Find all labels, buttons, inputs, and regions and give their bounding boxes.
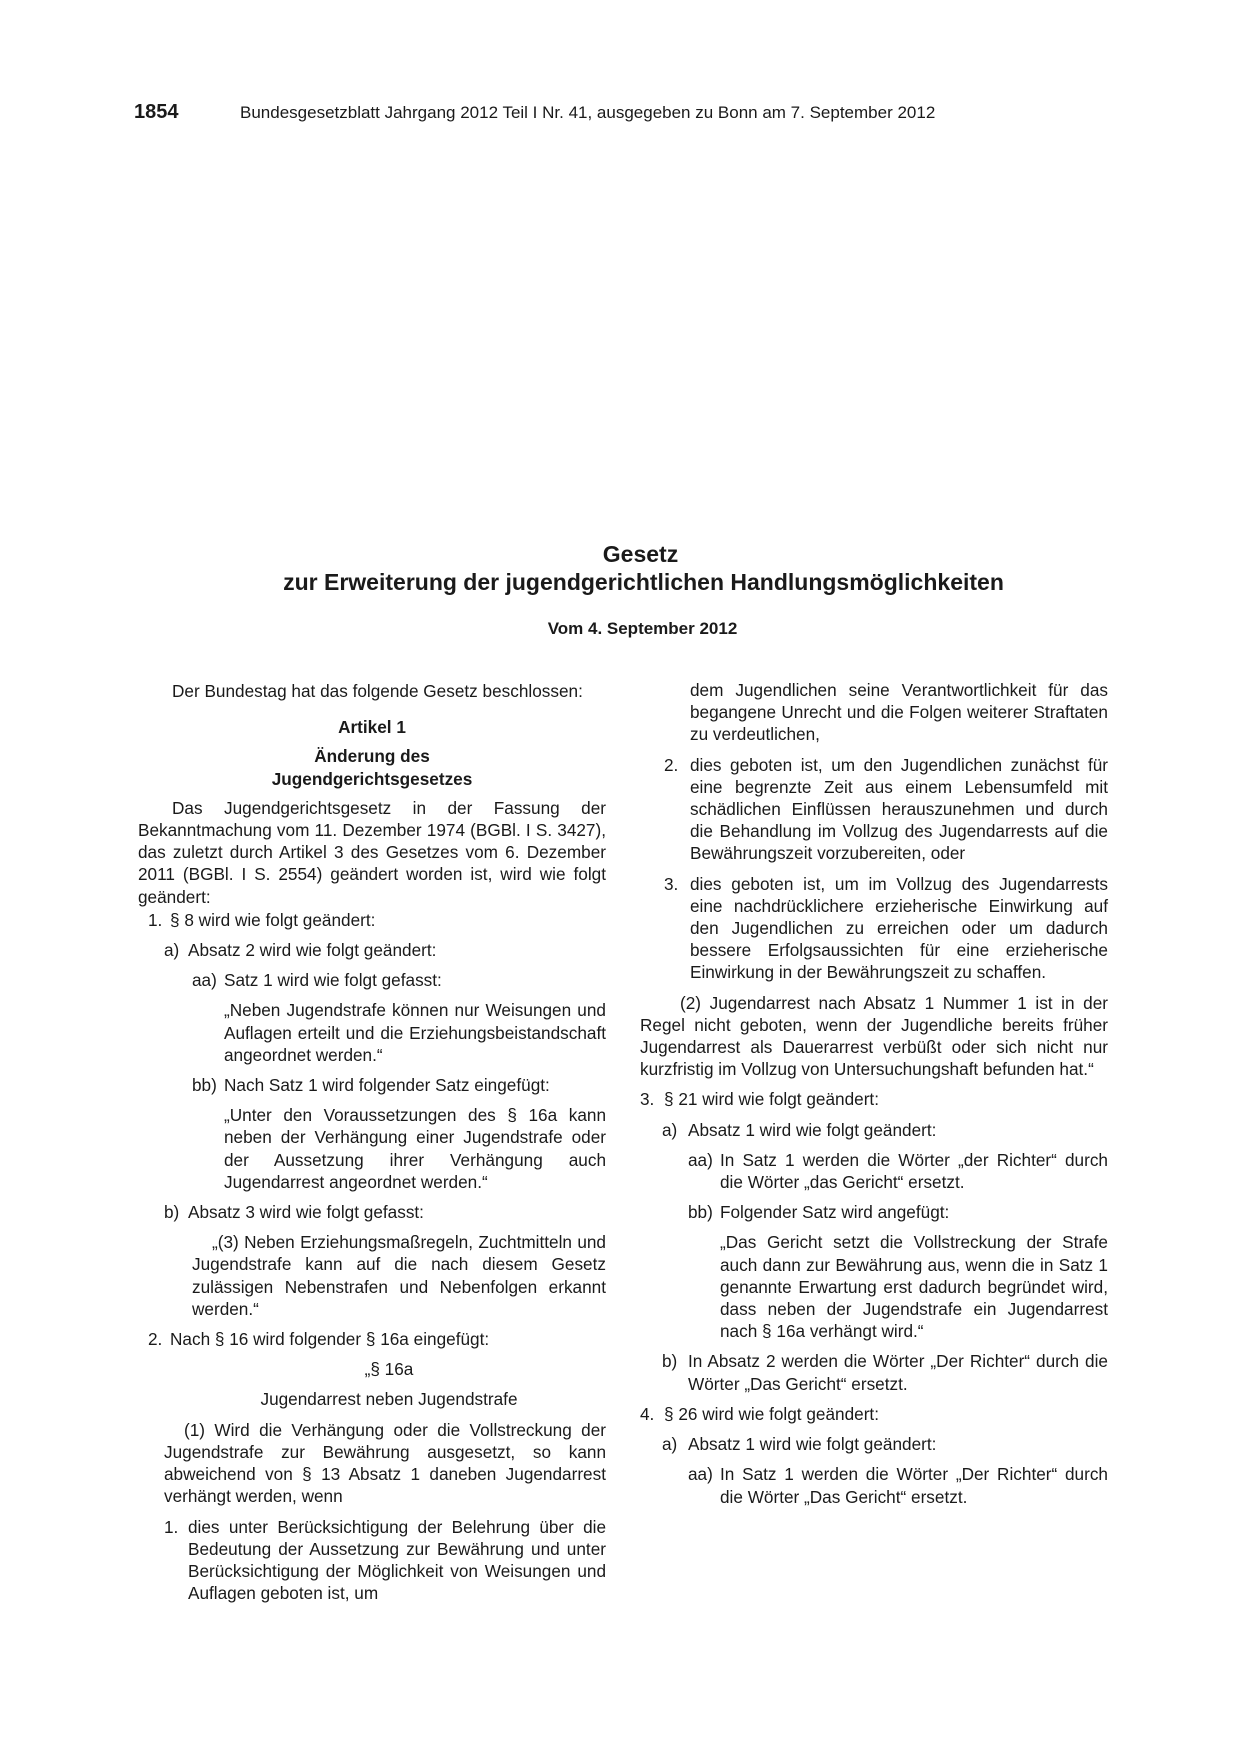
- list-item: [640, 1403, 1108, 1425]
- item-marker: aa): [688, 1464, 713, 1485]
- amendment-preamble: Das Jugendgerichtsgesetz in der Fassung der Bekanntmachung vom 11. Dezember 1974 (BGBl. I S. 3427), das zuletzt durch Artikel 3 des Gesetzes vom 6. Dezember 2011 (BGBl. I S. 2554) geändert worden ist, wird wie folgt geändert:: [138, 797, 606, 907]
- quoted-text: „(3) Neben Erziehungsmaßregeln, Zuchtmitteln und Jugendstrafe kann auf die nach diesem Gesetz zulässigen Nebenstrafen und Nebenfolgen erkannt werden.“: [192, 1232, 606, 1319]
- enactment-clause: Der Bundestag hat das folgende Gesetz beschlossen:: [172, 681, 583, 701]
- item-marker: aa): [192, 970, 217, 991]
- list-item: [138, 1516, 606, 1605]
- list-item: [138, 1074, 606, 1096]
- list-item: [640, 1119, 1108, 1141]
- item-marker: a): [662, 1119, 678, 1140]
- list-item: [640, 754, 1108, 865]
- item-marker: a): [164, 940, 180, 961]
- item-marker: 1.: [148, 909, 163, 930]
- quoted-text: „Das Gericht setzt die Vollstreckung der Strafe auch dann zur Bewährung aus, wenn die in Satz 1 genannte Erwartung erst dadurch begründet wird, dass neben der Jugendstrafe ein Jugendarrest nach § 16a verhängt wird.“: [720, 1232, 1108, 1342]
- item-marker: 2.: [148, 1329, 163, 1350]
- item-text: § 26 wird wie folgt geändert:: [664, 1403, 879, 1424]
- list-item: [640, 1433, 1108, 1455]
- item-text: dies geboten ist, um im Vollzug des Jugendarrests eine nachdrücklichere erzieherische Einwirkung auf den Jugendlichen zu erreichen oder um dadurch bessere Erfolgsaussichten für eine erzieherische Einwirkung in der Bewährungszeit zu schaffen.: [690, 873, 1108, 983]
- list-item: [640, 1149, 1108, 1193]
- item-marker: aa): [688, 1149, 713, 1170]
- item-text: dies geboten ist, um den Jugendlichen zunächst für eine begrenzte Zeit aus einem Lebensumfeld mit schädlichen Einflüssen herauszunehmen und durch die Behandlung im Vollzug des Jugendarrests auf die Bewährungszeit vorzubereiten, oder: [690, 754, 1108, 864]
- item-text: In Satz 1 werden die Wörter „Der Richter“ durch die Wörter „Das Gericht“ ersetzt.: [720, 1464, 1108, 1507]
- law-date: Vom 4. September 2012: [547, 619, 738, 638]
- quoted-text: „Unter den Voraussetzungen des § 16a kann neben der Verhängung einer Jugendstrafe oder der Aussetzung ihrer Verhängung auch Jugendarrest angeordnet werden.“: [224, 1105, 606, 1192]
- item-text: § 8 wird wie folgt geändert:: [170, 909, 376, 930]
- page-number: 1854: [134, 101, 179, 123]
- item-marker: bb): [192, 1075, 217, 1096]
- list-item: [640, 1088, 1108, 1110]
- item-text: In Satz 1 werden die Wörter „der Richter“ durch die Wörter „das Gericht“ ersetzt.: [720, 1149, 1108, 1193]
- item-marker: 3.: [640, 1089, 655, 1110]
- list-item: [640, 873, 1108, 984]
- law-title-line-2: zur Erweiterung der jugendgerichtlichen Handlungsmöglichkeiten: [283, 569, 1004, 595]
- item-marker: a): [662, 1434, 678, 1455]
- item-text: dies unter Berücksichtigung der Belehrung über die Bedeutung der Aussetzung zur Bewährung und unter Berücksichtigung der Möglichkeit von Weisungen und Auflagen geboten ist, um: [188, 1516, 606, 1604]
- running-title: Bundesgesetzblatt Jahrgang 2012 Teil I Nr. 41, ausgegeben zu Bonn am 7. September 2012: [240, 103, 936, 122]
- list-item: [138, 969, 606, 991]
- item-marker: 4.: [640, 1403, 655, 1424]
- item-text: In Absatz 2 werden die Wörter „Der Richter“ durch die Wörter „Das Gericht“ ersetzt.: [688, 1351, 1108, 1394]
- item-marker: 3.: [664, 873, 679, 894]
- right-column: [640, 679, 1108, 1508]
- item-text: Satz 1 wird wie folgt gefasst:: [224, 970, 442, 991]
- section-number: „§ 16a: [364, 1359, 414, 1380]
- list-item: [138, 1201, 606, 1223]
- item-marker: b): [164, 1202, 180, 1223]
- item-marker: b): [662, 1351, 678, 1372]
- item-text: Nach Satz 1 wird folgender Satz eingefügt:: [224, 1075, 550, 1096]
- quoted-text: „Neben Jugendstrafe können nur Weisungen und Auflagen erteilt und die Erziehungsbeistandschaft angeordnet werden.“: [224, 1000, 606, 1065]
- law-title-block: [0, 540, 1241, 639]
- list-item: [640, 1350, 1108, 1394]
- item-text: § 21 wird wie folgt geändert:: [664, 1089, 879, 1110]
- item-text: Absatz 1 wird wie folgt geändert:: [688, 1434, 937, 1455]
- list-item: [138, 1328, 606, 1350]
- list-item: [640, 1463, 1108, 1507]
- item-marker: 2.: [664, 754, 679, 775]
- item-text: Nach § 16 wird folgender § 16a eingefügt:: [170, 1329, 490, 1350]
- item-text: Folgender Satz wird angefügt:: [720, 1202, 950, 1223]
- section-paragraph-1: (1) Wird die Verhängung oder die Vollstreckung der Jugendstrafe zur Bewährung ausgesetzt, so kann abweichend von § 13 Absatz 1 daneben Jugendarrest verhängt werden, wenn: [164, 1419, 606, 1507]
- item-text: Absatz 3 wird wie folgt gefasst:: [188, 1202, 424, 1223]
- item-text: Absatz 1 wird wie folgt geändert:: [688, 1119, 937, 1140]
- item-marker: bb): [688, 1202, 713, 1223]
- section-paragraph-2: (2) Jugendarrest nach Absatz 1 Nummer 1 ist in der Regel nicht geboten, wenn der Jugendliche bereits früher Jugendarrest als Dauerarrest verbüßt oder sich nicht nur kurzfristig im Vollzug von Untersuchungshaft befunden hat.“: [640, 992, 1108, 1080]
- article-title-line-2: Jugendgerichtsgesetzes: [271, 768, 473, 789]
- list-item: [138, 909, 606, 931]
- article-title-line-1: Änderung des: [314, 746, 430, 767]
- item-marker: 1.: [164, 1516, 179, 1537]
- item-text: Absatz 2 wird wie folgt geändert:: [188, 940, 437, 961]
- list-item: [138, 939, 606, 961]
- left-column: [138, 680, 606, 1604]
- list-item: [640, 1201, 1108, 1223]
- continued-text: dem Jugendlichen seine Verantwortlichkeit für das begangene Unrecht und die Folgen weiterer Straftaten zu verdeutlichen,: [690, 680, 1108, 745]
- law-title-line-1: Gesetz: [602, 541, 679, 567]
- article-heading: Artikel 1: [338, 717, 406, 738]
- section-title: Jugendarrest neben Jugendstrafe: [260, 1389, 518, 1410]
